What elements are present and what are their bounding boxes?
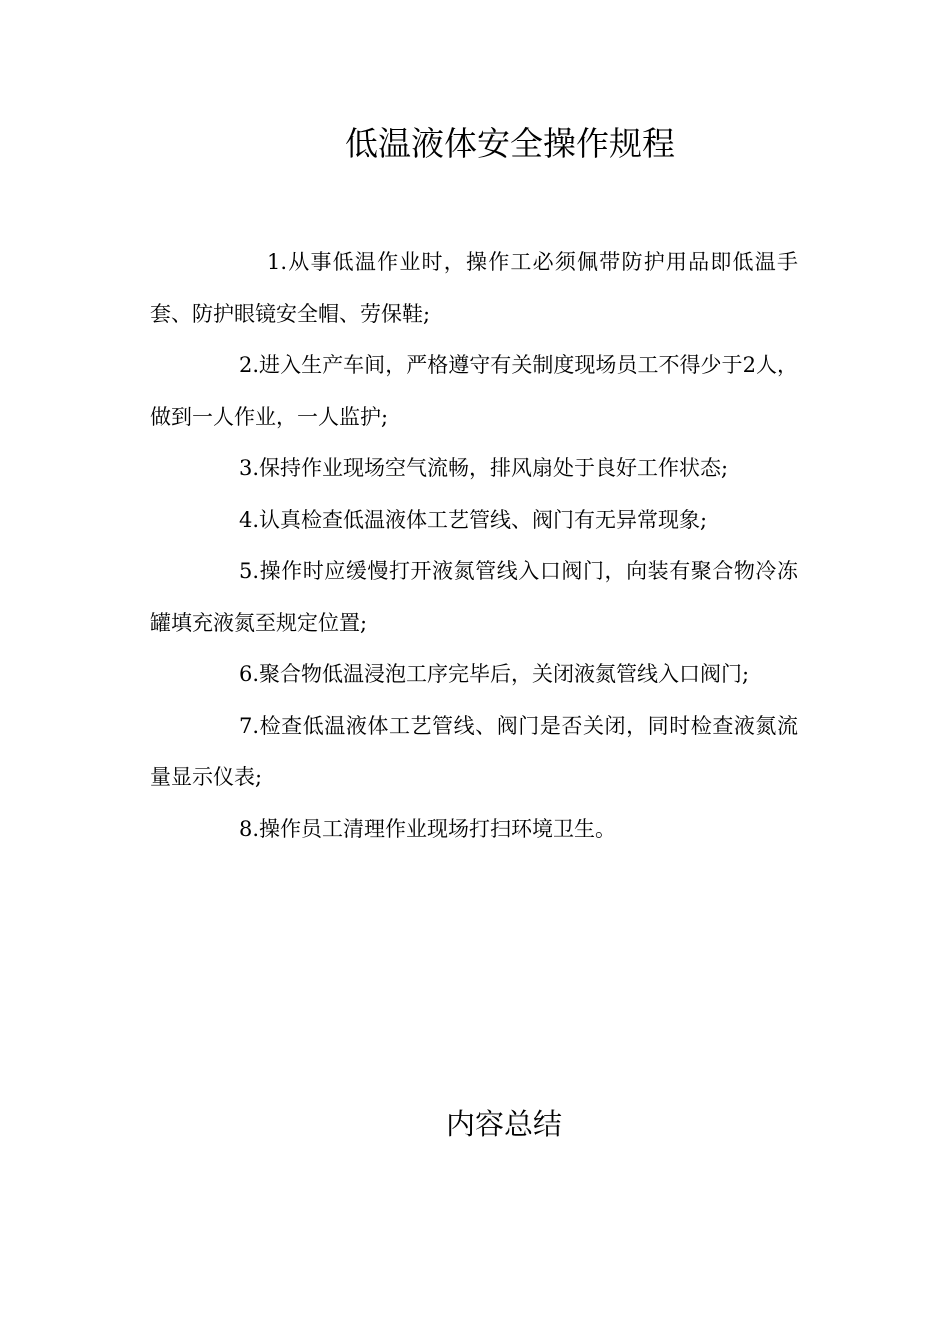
procedure-item-7: 7.检查低温液体工艺管线、阀门是否关闭，同时检查液氮流量显示仪表; [150, 713, 798, 789]
procedure-item-2: 2.进入生产车间，严格遵守有关制度现场员工不得少于2人，做到一人作业，一人监护; [150, 353, 798, 429]
procedure-item-3: 3.保持作业现场空气流畅，排风扇处于良好工作状态; [239, 456, 729, 480]
procedure-item-6: 6.聚合物低温浸泡工序完毕后，关闭液氮管线入口阀门; [239, 662, 750, 686]
document-title: 低温液体安全操作规程 [345, 124, 675, 163]
procedure-item-1: 1.从事低温作业时，操作工必须佩带防护用品即低温手套、防护眼镜安全帽、劳保鞋; [150, 250, 798, 326]
procedure-item-5: 5.操作时应缓慢打开液氮管线入口阀门，向装有聚合物冷冻罐填充液氮至规定位置; [150, 559, 798, 635]
summary-heading: 内容总结 [445, 1107, 562, 1141]
procedure-list [150, 237, 798, 855]
procedure-item-8: 8.操作员工清理作业现场打扫环境卫生。 [239, 816, 617, 841]
procedure-item-4: 4.认真检查低温液体工艺管线、阀门有无异常现象; [239, 507, 708, 532]
